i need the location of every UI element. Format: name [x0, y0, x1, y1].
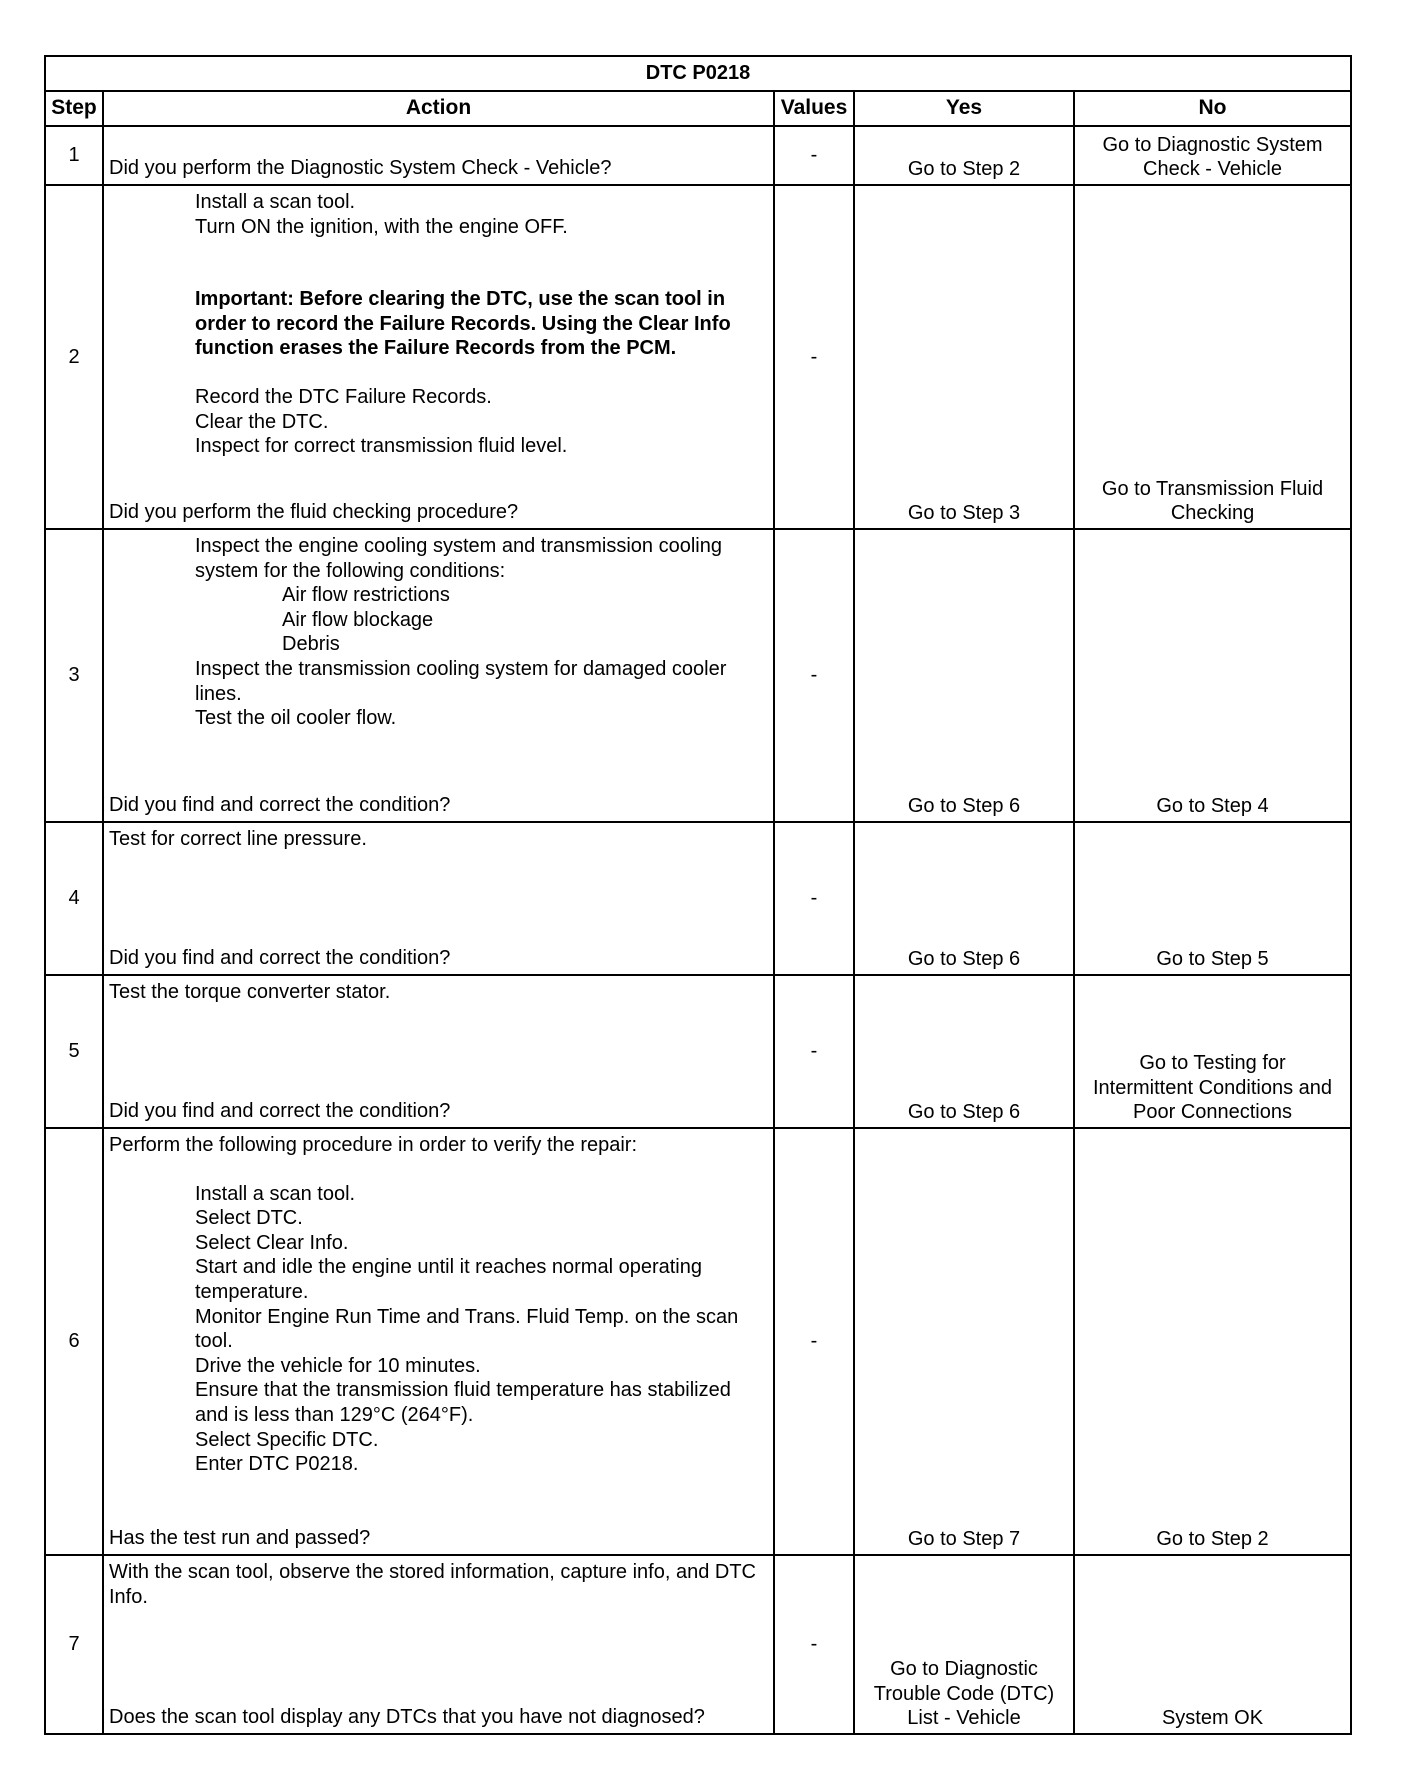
values-cell: -	[774, 1128, 854, 1555]
table-row	[45, 529, 1351, 822]
action-cell	[103, 529, 774, 822]
yes-cell	[854, 1555, 1074, 1734]
step-number: 1	[45, 126, 103, 185]
no-action-link: Go to Step 4	[1156, 795, 1269, 818]
yes-cell	[854, 529, 1074, 822]
no-cell	[1074, 126, 1351, 185]
yes-action-link: Go to Step 6	[907, 948, 1021, 971]
action-question: Did you perform the Diagnostic System Check - Vehicle?	[109, 157, 612, 180]
action-cell	[103, 1128, 774, 1555]
action-line: With the scan tool, observe the stored information, capture info, and DTC Info.	[109, 1561, 762, 1608]
action-cell	[103, 975, 774, 1128]
action-line: Test the oil cooler flow.	[195, 707, 397, 730]
table-row	[45, 1555, 1351, 1734]
action-line: Select Clear Info.	[195, 1231, 349, 1254]
no-cell	[1074, 975, 1351, 1128]
dtc-document	[44, 55, 1350, 1735]
action-question: Did you perform the fluid checking procedure?	[109, 501, 519, 524]
action-line: Inspect the transmission cooling system for damaged cooler lines.	[195, 657, 732, 705]
yes-action-link: Go to Step 3	[907, 502, 1021, 525]
yes-cell	[854, 126, 1074, 185]
yes-cell	[854, 975, 1074, 1128]
table-row	[45, 185, 1351, 529]
action-line: Enter DTC P0218.	[195, 1453, 359, 1476]
values-cell: -	[774, 185, 854, 529]
values-cell: -	[774, 822, 854, 975]
yes-action-link: Go to Step 6	[907, 795, 1021, 818]
no-action-link: Go to Transmission Fluid Checking	[1101, 477, 1324, 525]
action-line: Debris	[282, 633, 340, 656]
values-header: Values	[774, 91, 854, 126]
action-line: Perform the following procedure in order to verify the repair:	[109, 1134, 638, 1156]
no-cell	[1074, 185, 1351, 529]
action-cell	[103, 126, 774, 185]
no-cell	[1074, 529, 1351, 822]
values-cell: -	[774, 126, 854, 185]
table-body	[45, 126, 1351, 1734]
action-question: Does the scan tool display any DTCs that you have not diagnosed?	[109, 1706, 705, 1729]
table-row	[45, 126, 1351, 185]
yes-action-link: Go to Diagnostic Trouble Code (DTC) List - Vehicle	[873, 1658, 1055, 1730]
no-header: No	[1074, 91, 1351, 126]
yes-action-link: Go to Step 7	[907, 1528, 1021, 1551]
no-action-link: Go to Diagnostic System Check - Vehicle	[1102, 133, 1323, 181]
action-line: Inspect for correct transmission fluid level.	[195, 435, 568, 458]
step-header: Step	[45, 91, 103, 126]
action-question: Did you find and correct the condition?	[109, 794, 451, 817]
action-line: Clear the DTC.	[195, 410, 329, 433]
action-header: Action	[103, 91, 774, 126]
no-action-link: Go to Testing for Intermittent Conditions and Poor Connections	[1092, 1052, 1333, 1124]
action-line: Record the DTC Failure Records.	[195, 385, 492, 408]
action-line: Select Specific DTC.	[195, 1428, 379, 1451]
action-line: Turn ON the ignition, with the engine OFF.	[195, 215, 568, 238]
action-line: Air flow restrictions	[282, 584, 450, 607]
yes-action-link: Go to Step 2	[907, 158, 1021, 181]
step-number: 5	[45, 975, 103, 1128]
action-line: Drive the vehicle for 10 minutes.	[195, 1354, 481, 1377]
table-title: DTC P0218	[45, 56, 1351, 91]
step-number: 7	[45, 1555, 103, 1734]
step-number: 2	[45, 185, 103, 529]
action-line: Install a scan tool.	[195, 1182, 356, 1205]
action-line: Select DTC.	[195, 1207, 303, 1230]
action-cell	[103, 185, 774, 529]
action-line: Start and idle the engine until it reaches normal operating temperature.	[195, 1256, 708, 1303]
no-cell	[1074, 822, 1351, 975]
action-line: Ensure that the transmission fluid temperature has stabilized and is less than 129°C (264°F).	[195, 1379, 737, 1426]
no-action-link: Go to Step 5	[1156, 948, 1269, 971]
action-cell	[103, 1555, 774, 1734]
no-action-link: Go to Step 2	[1156, 1528, 1269, 1551]
values-cell: -	[774, 529, 854, 822]
step-number: 3	[45, 529, 103, 822]
values-cell: -	[774, 1555, 854, 1734]
yes-header: Yes	[854, 91, 1074, 126]
values-cell: -	[774, 975, 854, 1128]
step-number: 6	[45, 1128, 103, 1555]
yes-cell	[854, 822, 1074, 975]
important-note: Important: Before clearing the DTC, use the scan tool in order to record the Failure Records. Using the Clear Info function erases the Failure Records from the PCM.	[195, 288, 737, 360]
action-line: Test for correct line pressure.	[109, 828, 367, 850]
no-cell	[1074, 1555, 1351, 1734]
yes-action-link: Go to Step 6	[907, 1101, 1021, 1124]
action-cell	[103, 822, 774, 975]
yes-cell	[854, 185, 1074, 529]
table-row	[45, 975, 1351, 1128]
action-line: Inspect the engine cooling system and transmission cooling system for the following conditions:	[195, 535, 728, 582]
action-line: Install a scan tool.	[195, 191, 356, 213]
table-row	[45, 822, 1351, 975]
no-action-link: System OK	[1161, 1707, 1264, 1730]
table-row	[45, 1128, 1351, 1555]
action-line: Test the torque converter stator.	[109, 981, 391, 1003]
action-question: Did you find and correct the condition?	[109, 1100, 451, 1123]
action-question: Did you find and correct the condition?	[109, 947, 451, 970]
action-question: Has the test run and passed?	[109, 1527, 371, 1550]
action-line: Air flow blockage	[282, 608, 434, 631]
action-line: Monitor Engine Run Time and Trans. Fluid Temp. on the scan tool.	[195, 1305, 744, 1353]
no-cell	[1074, 1128, 1351, 1555]
step-number: 4	[45, 822, 103, 975]
yes-cell	[854, 1128, 1074, 1555]
diagnostic-table	[44, 55, 1352, 1735]
